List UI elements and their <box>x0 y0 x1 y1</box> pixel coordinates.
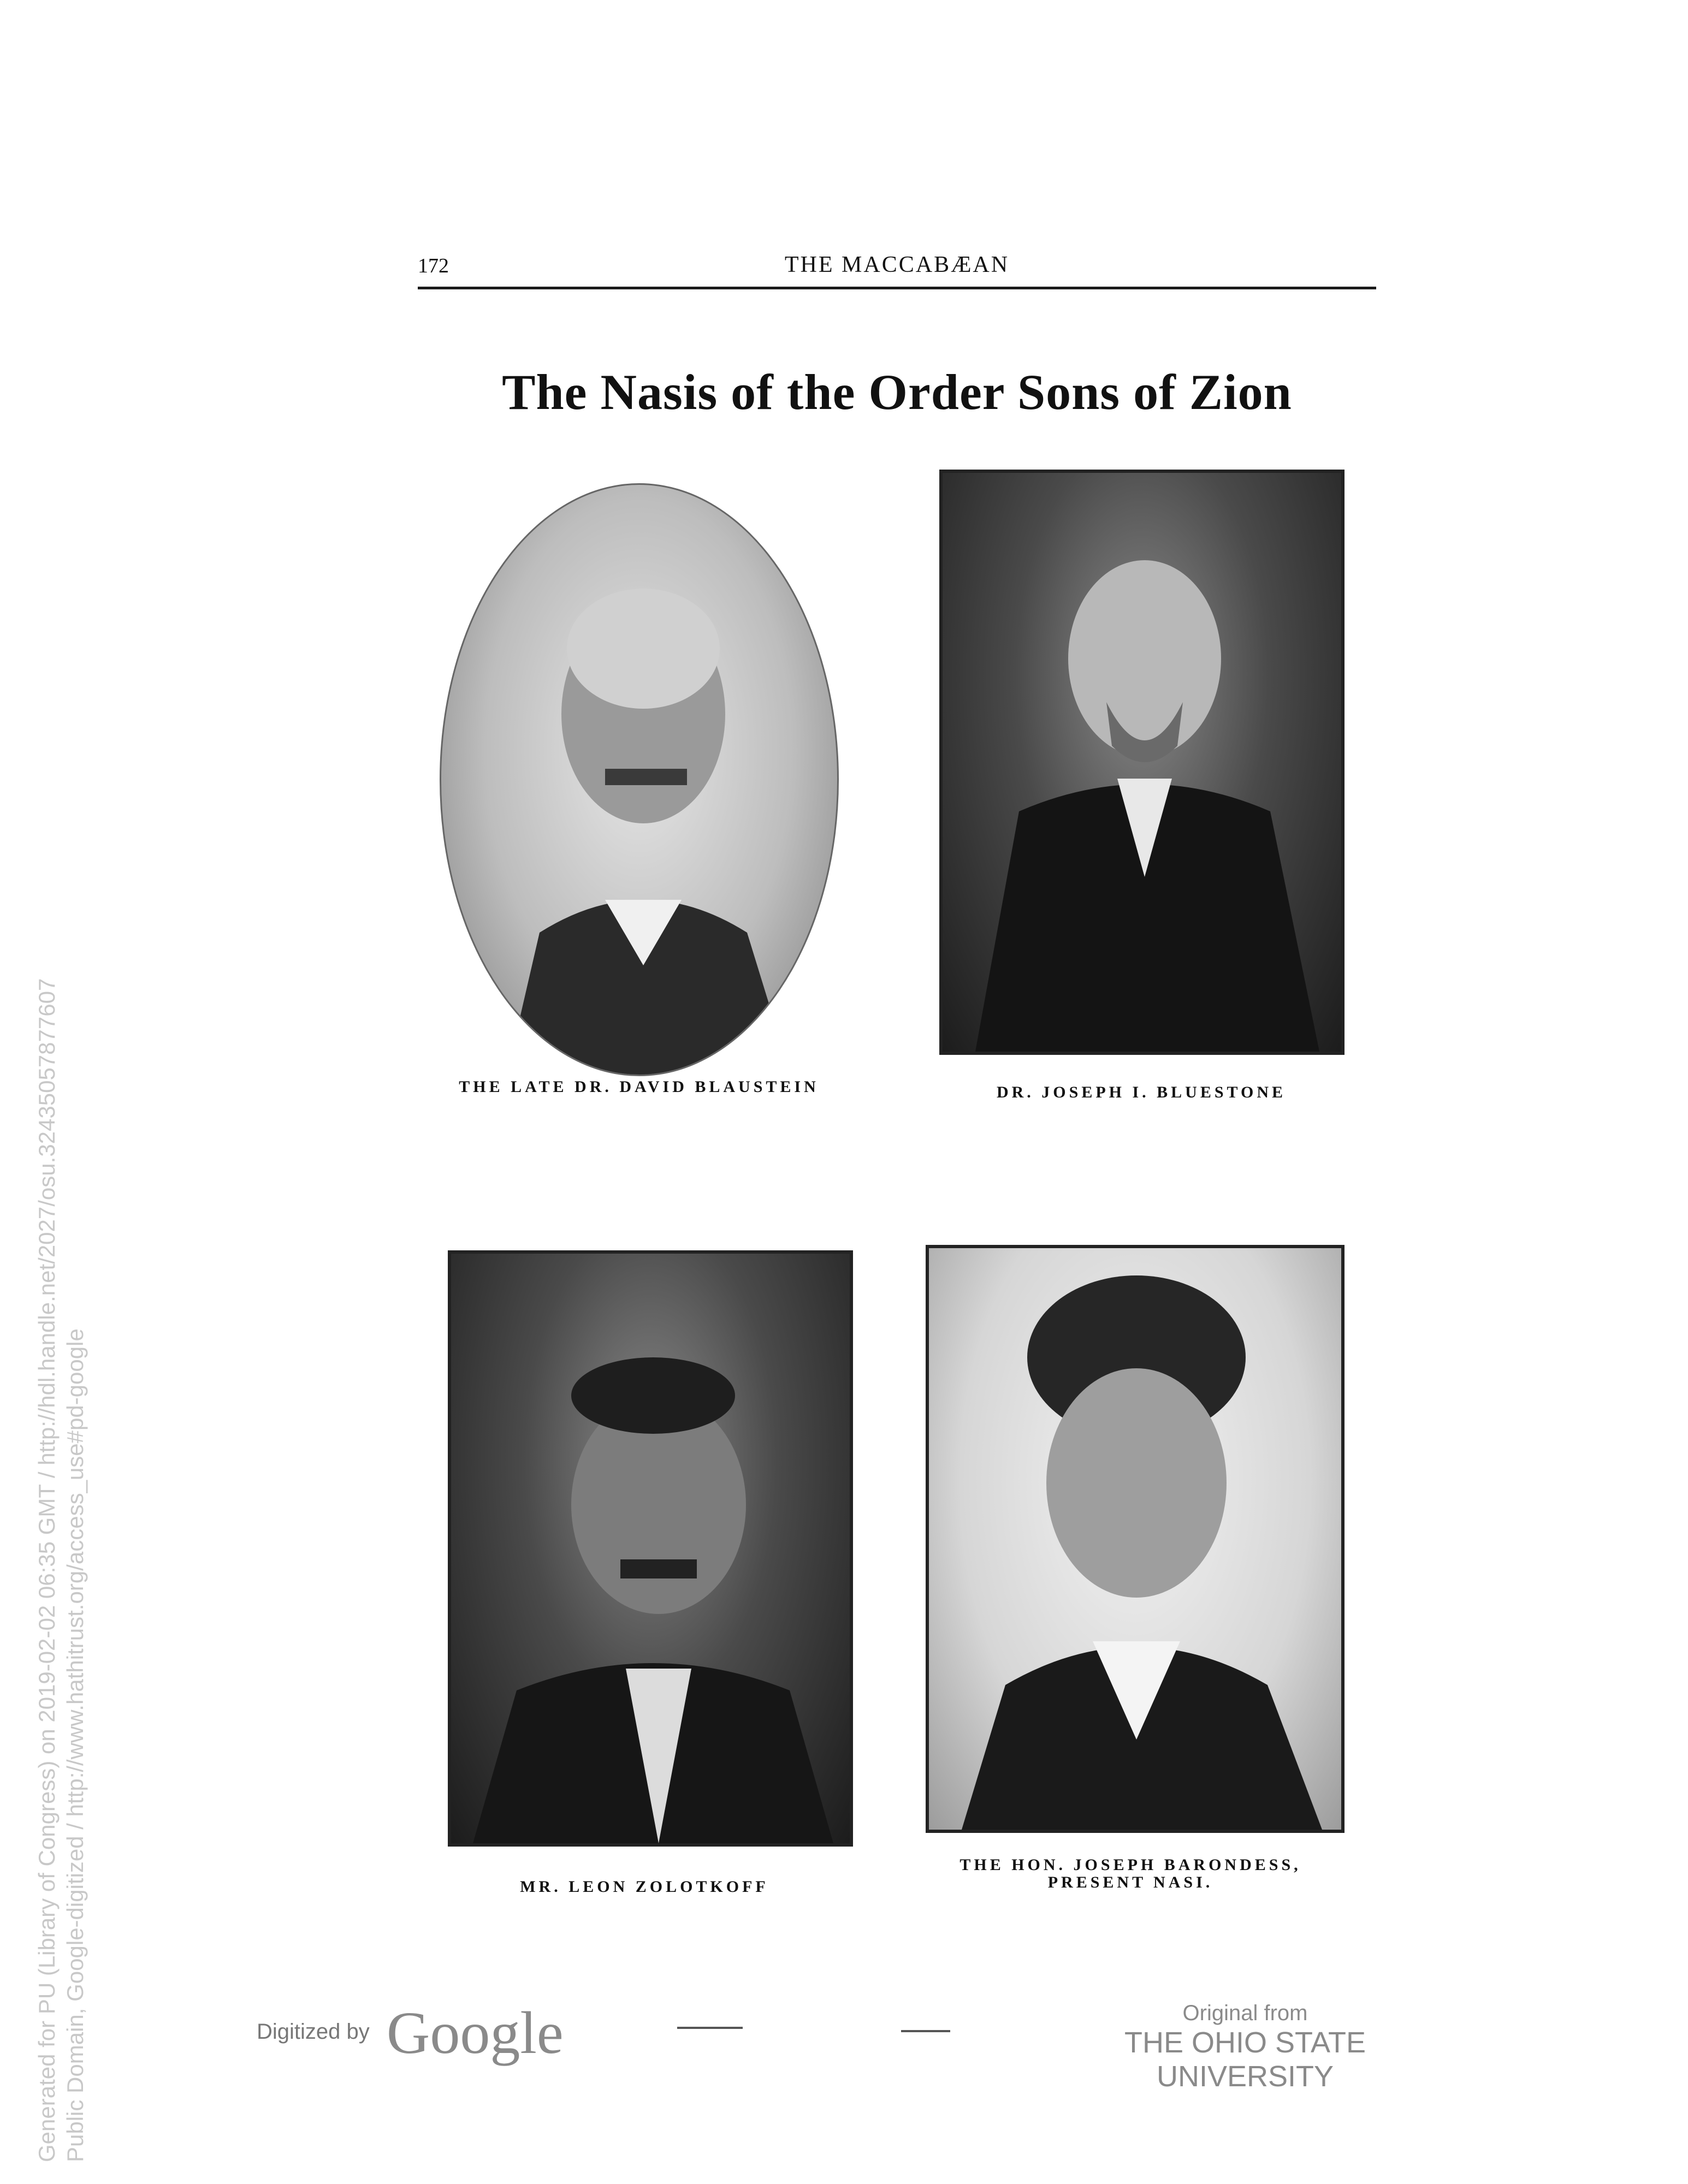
footer-rule-2 <box>901 2030 950 2032</box>
article-title: The Nasis of the Order Sons of Zion <box>502 364 1292 420</box>
footer-rule-1 <box>677 2027 743 2029</box>
portrait-barondess <box>926 1245 1345 1833</box>
original-from-label: Original from <box>1182 2001 1308 2025</box>
caption-bluestone: DR. JOSEPH I. BLUESTONE <box>996 1083 1287 1101</box>
watermark-line2: Public Domain, Google-digitized / http://www.hathitrust.org/access_use#pd-google <box>62 1328 88 2162</box>
digitized-by-label: Digitized by <box>257 2020 370 2044</box>
caption-barondess-line2: PRESENT NASI. <box>1047 1873 1213 1891</box>
portrait-bluestone <box>939 470 1345 1055</box>
caption-barondess-line1: THE HON. JOSEPH BARONDESS, <box>960 1856 1301 1874</box>
caption-barondess <box>907 1856 1354 1891</box>
page-header <box>418 248 1376 289</box>
caption-blaustein: THE LATE DR. DAVID BLAUSTEIN <box>459 1078 819 1096</box>
portrait-blaustein <box>440 483 839 1076</box>
portrait-zolotkoff <box>448 1250 853 1847</box>
original-from-block <box>1054 2001 1436 2093</box>
caption-zolotkoff: MR. LEON ZOLOTKOFF <box>520 1878 769 1896</box>
watermark-line1: Generated for PU (Library of Congress) on 2019-02-02 06:35 GMT / http://hdl.handle.net/2027/osu.32435057877607 <box>34 978 60 2162</box>
digitized-by-google <box>257 1998 564 2068</box>
page-number: 172 <box>418 254 449 277</box>
running-title: THE MACCABÆAN <box>784 252 1010 277</box>
generation-watermark <box>33 797 90 2162</box>
university-name: THE OHIO STATE UNIVERSITY <box>1124 2026 1366 2093</box>
google-logo: Google <box>386 1999 564 2066</box>
